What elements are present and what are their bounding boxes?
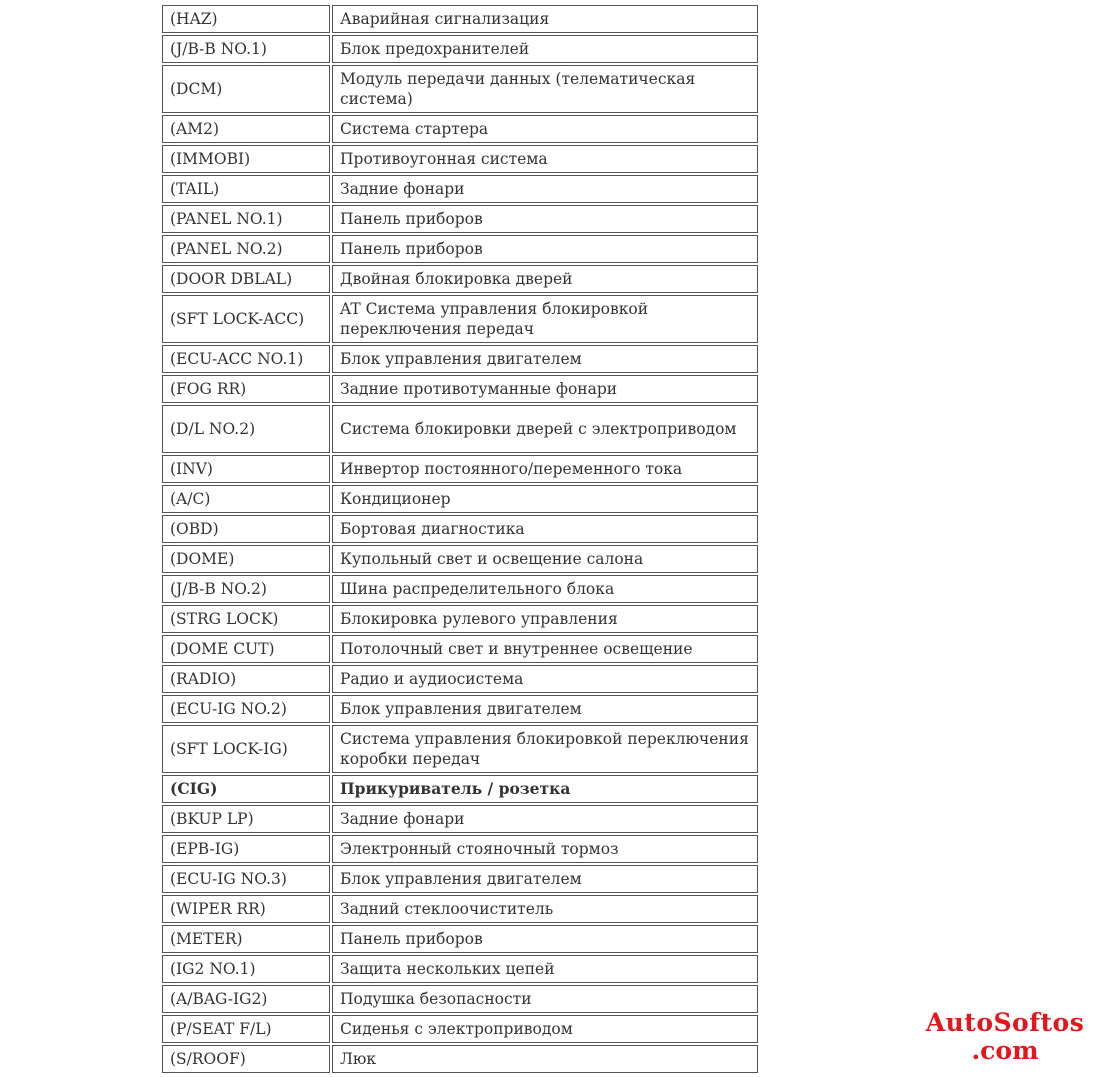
- fuse-code: (DOME CUT): [162, 635, 330, 663]
- fuse-code: (FOG RR): [162, 375, 330, 403]
- fuse-description: Купольный свет и освещение салона: [332, 545, 758, 573]
- fuse-description: Потолочный свет и внутреннее освещение: [332, 635, 758, 663]
- fuse-code: (OBD): [162, 515, 330, 543]
- fuse-description: Блок управления двигателем: [332, 695, 758, 723]
- table-row: [162, 405, 758, 453]
- fuse-description: Задние фонари: [332, 175, 758, 203]
- fuse-code: (STRG LOCK): [162, 605, 330, 633]
- fuse-description: Бортовая диагностика: [332, 515, 758, 543]
- fuse-code: (ECU-IG NO.2): [162, 695, 330, 723]
- fuse-description: Электронный стояночный тормоз: [332, 835, 758, 863]
- fuse-description: Защита нескольких цепей: [332, 955, 758, 983]
- table-row: [162, 485, 758, 513]
- table-row: [162, 925, 758, 953]
- fuse-code: (AM2): [162, 115, 330, 143]
- fuse-code: (INV): [162, 455, 330, 483]
- fuse-description: Блок предохранителей: [332, 35, 758, 63]
- table-row: [162, 515, 758, 543]
- table-row: [162, 345, 758, 373]
- table-row: [162, 175, 758, 203]
- fuse-description: Задние фонари: [332, 805, 758, 833]
- fuse-code: (BKUP LP): [162, 805, 330, 833]
- table-row: [162, 1015, 758, 1043]
- fuse-table: [160, 3, 760, 1075]
- table-row: [162, 235, 758, 263]
- fuse-description: Сиденья с электроприводом: [332, 1015, 758, 1043]
- fuse-code: (P/SEAT F/L): [162, 1015, 330, 1043]
- fuse-code: (S/ROOF): [162, 1045, 330, 1073]
- fuse-description: Модуль передачи данных (телематическая система): [332, 65, 758, 113]
- fuse-code: (ECU-ACC NO.1): [162, 345, 330, 373]
- table-row: [162, 895, 758, 923]
- fuse-description: Панель приборов: [332, 925, 758, 953]
- fuse-description: Люк: [332, 1045, 758, 1073]
- fuse-code: (EPB-IG): [162, 835, 330, 863]
- table-row: [162, 865, 758, 893]
- fuse-code: (SFT LOCK-IG): [162, 725, 330, 773]
- table-row: [162, 455, 758, 483]
- fuse-description: Система стартера: [332, 115, 758, 143]
- watermark-line-1: AutoSoftos: [925, 1008, 1085, 1037]
- fuse-code: (SFT LOCK-ACC): [162, 295, 330, 343]
- fuse-code: (J/B-B NO.2): [162, 575, 330, 603]
- table-row: [162, 545, 758, 573]
- fuse-code: (IG2 NO.1): [162, 955, 330, 983]
- watermark-line-2: .com: [971, 1036, 1039, 1065]
- fuse-code: (PANEL NO.1): [162, 205, 330, 233]
- table-row: [162, 1045, 758, 1073]
- fuse-description: Блок управления двигателем: [332, 865, 758, 893]
- fuse-table-container: [160, 3, 758, 1075]
- fuse-code: (A/BAG-IG2): [162, 985, 330, 1013]
- table-row: [162, 145, 758, 173]
- fuse-description: Задние противотуманные фонари: [332, 375, 758, 403]
- fuse-description: Аварийная сигнализация: [332, 5, 758, 33]
- table-row: [162, 205, 758, 233]
- table-row: [162, 605, 758, 633]
- fuse-code: (J/B-B NO.1): [162, 35, 330, 63]
- fuse-code: (METER): [162, 925, 330, 953]
- fuse-code: (HAZ): [162, 5, 330, 33]
- fuse-description: Панель приборов: [332, 205, 758, 233]
- table-row: [162, 265, 758, 293]
- table-row: [162, 35, 758, 63]
- fuse-code: (D/L NO.2): [162, 405, 330, 453]
- table-row: [162, 725, 758, 773]
- table-row: [162, 775, 758, 803]
- table-row: [162, 65, 758, 113]
- fuse-code: (PANEL NO.2): [162, 235, 330, 263]
- fuse-description: Задний стеклоочиститель: [332, 895, 758, 923]
- fuse-description: Блок управления двигателем: [332, 345, 758, 373]
- fuse-description: Подушка безопасности: [332, 985, 758, 1013]
- table-row: [162, 985, 758, 1013]
- table-row: [162, 295, 758, 343]
- table-row: [162, 695, 758, 723]
- table-row: [162, 115, 758, 143]
- table-row: [162, 575, 758, 603]
- autosoftos-watermark: [910, 1009, 1100, 1065]
- fuse-code: (DOOR DBLAL): [162, 265, 330, 293]
- table-row: [162, 375, 758, 403]
- fuse-description: Система блокировки дверей с электроприводом: [332, 405, 758, 453]
- fuse-code: (ECU-IG NO.3): [162, 865, 330, 893]
- table-row: [162, 635, 758, 663]
- table-row: [162, 665, 758, 693]
- fuse-code: (IMMOBI): [162, 145, 330, 173]
- fuse-description: Шина распределительного блока: [332, 575, 758, 603]
- fuse-description: Противоугонная система: [332, 145, 758, 173]
- table-row: [162, 835, 758, 863]
- fuse-description: Кондиционер: [332, 485, 758, 513]
- fuse-description: AT Система управления блокировкой переключения передач: [332, 295, 758, 343]
- fuse-code: (RADIO): [162, 665, 330, 693]
- fuse-description: Инвертор постоянного/переменного тока: [332, 455, 758, 483]
- fuse-description: Двойная блокировка дверей: [332, 265, 758, 293]
- table-row: [162, 805, 758, 833]
- fuse-description: Блокировка рулевого управления: [332, 605, 758, 633]
- fuse-description: Система управления блокировкой переключения коробки передач: [332, 725, 758, 773]
- fuse-code: (DOME): [162, 545, 330, 573]
- fuse-description: Прикуриватель / розетка: [332, 775, 758, 803]
- fuse-code: (CIG): [162, 775, 330, 803]
- table-row: [162, 5, 758, 33]
- table-row: [162, 955, 758, 983]
- fuse-description: Радио и аудиосистема: [332, 665, 758, 693]
- fuse-description: Панель приборов: [332, 235, 758, 263]
- fuse-code: (WIPER RR): [162, 895, 330, 923]
- fuse-code: (A/C): [162, 485, 330, 513]
- fuse-code: (DCM): [162, 65, 330, 113]
- fuse-code: (TAIL): [162, 175, 330, 203]
